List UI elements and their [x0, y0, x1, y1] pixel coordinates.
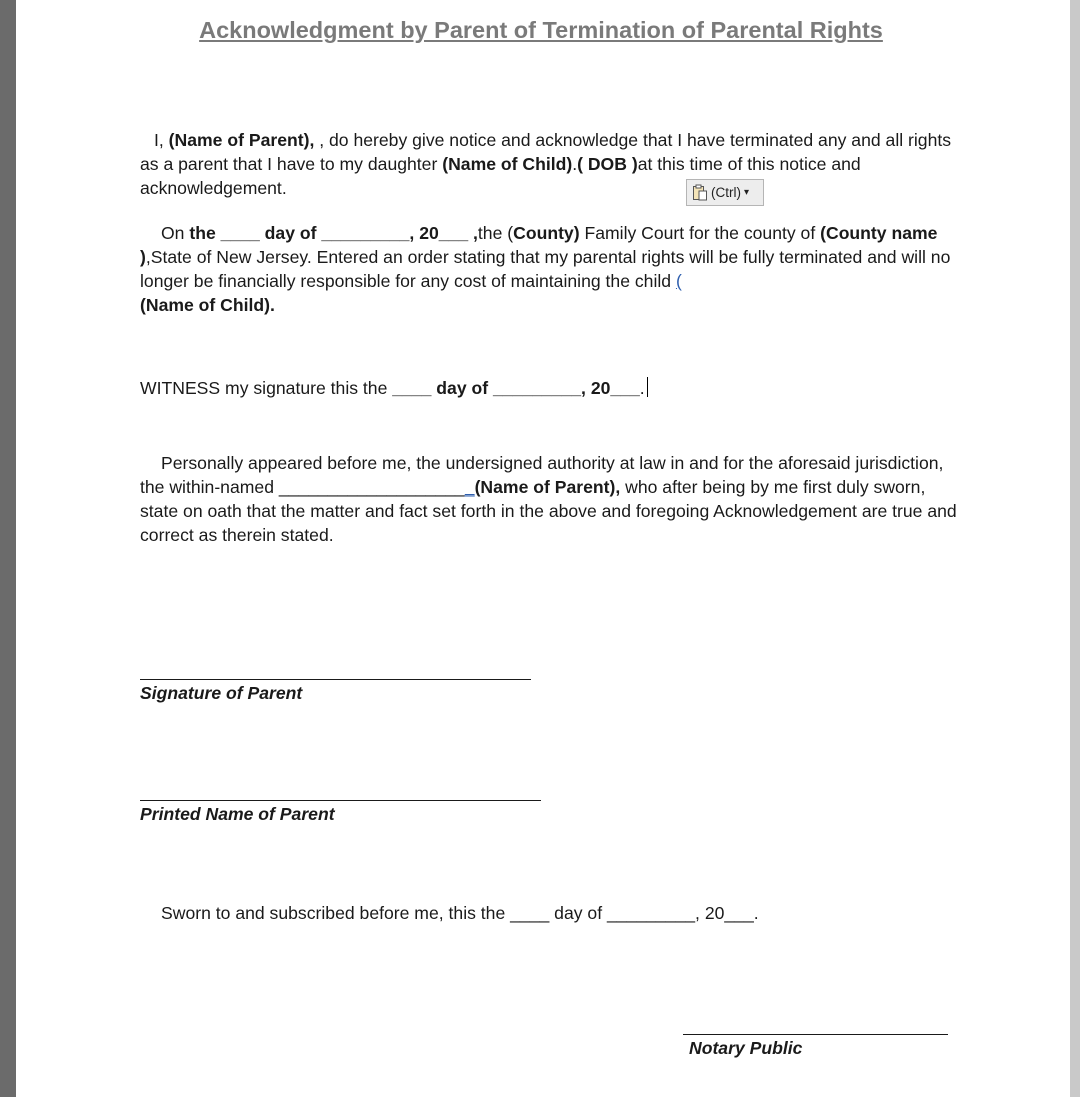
notary-public-label: Notary Public — [689, 1038, 803, 1058]
hyperlink-underscore[interactable]: _ — [464, 477, 475, 497]
document-title: Acknowledgment by Parent of Termination of Parental Rights — [199, 17, 883, 43]
paragraph-notary-statement — [140, 451, 960, 547]
para3-text-2: who after being by me first duly sworn, state on oath that the matter and fact set forth in the above and foregoing Acknowledgement are true and correct as therein stated. — [140, 477, 957, 545]
witness-text: WITNESS my signature this the — [140, 378, 393, 398]
para1-text-1: I, — [154, 130, 169, 150]
paste-options-label: (Ctrl) — [711, 185, 741, 200]
dob-field: ( DOB ) — [577, 154, 638, 174]
witness-line — [140, 376, 960, 400]
child-name-field: (Name of Child). — [140, 295, 275, 315]
para3-text-1: Personally appeared before me, the undersigned authority at law in and for the aforesaid jurisdiction, the within-named ___________________ — [140, 453, 944, 497]
printed-name-label: Printed Name of Parent — [140, 804, 335, 824]
clipboard-icon — [692, 184, 708, 201]
paragraph-court-order — [140, 221, 960, 317]
scrollbar-track[interactable] — [1070, 0, 1080, 1097]
printed-name-line — [140, 800, 541, 801]
parent-name-field: (Name of Parent), — [474, 477, 621, 497]
court-date-blanks: the ____ day of _________, 20___ , — [189, 223, 478, 243]
para1-text-3: . — [572, 154, 578, 174]
name-of-parent-field: (Name of Parent), — [168, 130, 315, 150]
para2-text-2: the ( — [477, 223, 514, 243]
para2-text-1: On — [161, 223, 190, 243]
text-cursor — [647, 377, 648, 397]
signature-of-parent-label: Signature of Parent — [140, 683, 303, 703]
county-name-field: (County name ) — [140, 223, 938, 267]
paragraph-notice — [140, 128, 960, 200]
notary-signature-line — [683, 1034, 948, 1035]
para1-text-2: , do hereby give notice and acknowledge that I have terminated any and all rights as a parent that I have to my daughter — [140, 130, 952, 174]
chevron-down-icon: ▾ — [744, 187, 750, 198]
sworn-statement: Sworn to and subscribed before me, this the ____ day of _________, 20___. — [161, 903, 759, 923]
county-field: County) — [513, 223, 580, 243]
paste-options-button[interactable] — [686, 179, 764, 206]
para1-text-4: at this time of this notice and acknowledgement. — [140, 154, 861, 198]
signature-line — [140, 679, 531, 680]
document-page[interactable] — [16, 0, 1070, 1097]
para2-text-4: ,State of New Jersey. Entered an order stating that my parental rights will be fully terminated and will no longer be financially responsible for any cost of maintaining the child — [140, 247, 951, 291]
hyperlink-fragment[interactable]: ( — [675, 271, 682, 291]
witness-date-blanks: ____ day of _________, 20___ — [392, 378, 640, 398]
witness-period: . — [639, 378, 645, 398]
name-of-child-field: (Name of Child) — [442, 154, 573, 174]
para2-text-3: Family Court for the county of — [579, 223, 821, 243]
